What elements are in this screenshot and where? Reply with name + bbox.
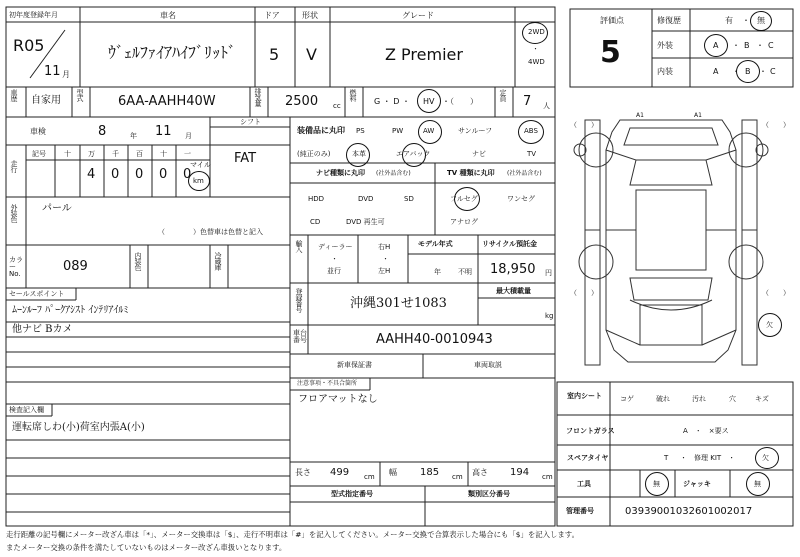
equip-abs: ABS	[524, 127, 538, 135]
registration-value: 沖縄301せ1083	[350, 296, 447, 311]
interior-a: A	[713, 67, 719, 76]
jack-circle	[746, 472, 770, 496]
navi-hdd: HDD	[308, 195, 325, 203]
diagram-bracket: （ ）	[570, 289, 598, 297]
car-diagram	[574, 120, 768, 365]
fuel-other: ・（ ）	[442, 97, 478, 106]
glass-label: フロントガラス	[566, 427, 615, 435]
equip-aw: AW	[423, 127, 435, 135]
interior-b: B	[745, 67, 751, 76]
mileage-mile: マイル	[190, 161, 211, 169]
interior-b-circle	[736, 60, 760, 83]
fuel-options: G ・ D ・	[374, 97, 410, 106]
length-label: 長さ	[295, 468, 311, 477]
width-value: 185	[420, 467, 440, 478]
exterior-a-circle	[704, 34, 728, 57]
first-reg-month-unit: 月	[62, 70, 70, 79]
equip-leather: 本革	[352, 150, 366, 158]
score-value: 5	[600, 35, 621, 70]
color-label: 外装色	[10, 204, 18, 222]
model-year-unknown: 不明	[458, 268, 472, 276]
color-note: （ ）色替車は色替と記入	[158, 228, 263, 236]
interior-color-label: 内装色	[134, 252, 142, 270]
repair-no: 無	[757, 16, 765, 25]
chassis-value: AAHH40-0010943	[376, 332, 493, 347]
mileage-digit: 4	[87, 167, 96, 182]
import-parallel: 並行	[327, 267, 341, 275]
max-load-label: 最大積載量	[496, 287, 531, 295]
interior-c: C	[770, 67, 776, 76]
capacity-value: 7	[523, 94, 532, 109]
color-code: 089	[63, 259, 88, 274]
height-label: 高さ	[472, 468, 488, 477]
diagram-missing-circle	[758, 313, 782, 337]
mileage-header-sen: 千	[112, 150, 119, 158]
mileage-header-symbol: 記号	[32, 150, 46, 158]
navi-dvd: DVD	[358, 195, 374, 203]
seat-label: 室内シート	[567, 392, 602, 400]
recycle-label: リサイクル預託金	[482, 240, 538, 248]
mileage-header-man: 万	[88, 150, 95, 158]
footer-line2: またメーター交換の条件を満たしていないものはメーター改ざん車扱いとなります。	[6, 543, 287, 552]
length-unit: cm	[364, 473, 375, 481]
import-dealer: ディーラー	[318, 243, 353, 251]
fuel-label: 燃料	[349, 89, 357, 101]
seat-scratch: キズ	[755, 395, 769, 403]
equip-abs-circle	[518, 120, 544, 144]
navi-dvd-play: DVD 再生可	[346, 218, 385, 226]
mileage-km-circle	[188, 171, 210, 191]
fuel-hv-circle	[417, 89, 441, 113]
mileage-km: km	[193, 177, 204, 185]
inspector-note: 運転席しわ(小)荷室内張A(小)	[12, 422, 145, 433]
first-reg-year: R05	[13, 36, 45, 55]
car-name: ｳﾞｪﾙﾌｧｲｱﾊｲﾌﾞﾘｯﾄﾞ	[108, 43, 237, 62]
diagram-a1-left: A1	[636, 112, 644, 119]
car-name-label: 車名	[160, 11, 176, 20]
equipment-sublabel: (純正のみ)	[297, 150, 331, 158]
first-reg-label: 初年度登録年月	[9, 11, 58, 19]
new-warranty: 新車保証書	[337, 361, 372, 369]
capacity-label: 定員	[499, 89, 507, 101]
height-unit: cm	[542, 473, 553, 481]
usage-value: 自家用	[31, 95, 61, 106]
equip-aw-circle	[418, 120, 442, 144]
model-label: 型式	[76, 89, 84, 101]
navi-title: ナビ種類に丸印	[316, 169, 365, 177]
inspect-month-unit: 月	[185, 132, 192, 140]
repair-no-circle	[750, 11, 772, 31]
tools-circle	[645, 472, 669, 496]
glass-options: A ・ ×要ス	[683, 427, 729, 435]
diagram-bracket: （ ）	[762, 289, 790, 297]
diagram-a1-right: A1	[694, 112, 702, 119]
spare-none-circle	[755, 447, 779, 469]
mgmt-label: 管理番号	[566, 507, 594, 515]
notes-label: 注意事項・不具合箇所	[297, 380, 358, 387]
equipment-label: 装備品に丸印	[297, 126, 345, 135]
equip-leather-circle	[346, 143, 370, 167]
sales-point-line1: ﾑｰﾝﾙｰﾌ ﾊﾟｰｸｱｼｽﾄ ｲﾝﾃﾘｱｲﾙﾐ	[12, 305, 129, 316]
import-dot-2: ・	[382, 255, 389, 263]
recycle-unit: 円	[545, 269, 552, 277]
spare-t: T	[664, 454, 669, 462]
tv-analog: アナログ	[450, 218, 478, 226]
mileage-label: 走行	[10, 160, 18, 172]
exterior-label: 外装	[657, 41, 673, 50]
drive-2wd-circle	[522, 22, 548, 44]
exterior-c: C	[768, 41, 774, 50]
inspect-year: 8	[98, 124, 107, 139]
fuel-hv: HV	[423, 97, 435, 106]
fridge-label: 冷蔵庫	[214, 252, 222, 270]
mileage-header-10k: 十	[64, 150, 71, 158]
equip-airbag: エアバック	[396, 150, 431, 158]
seat-hole: 穴	[729, 395, 736, 403]
equip-airbag-circle	[402, 143, 426, 167]
tv-title: TV 種類に丸印	[447, 169, 495, 177]
equip-tv: TV	[527, 150, 537, 158]
notes-value: フロアマットなし	[298, 394, 378, 405]
sales-point-label: セールスポイント	[9, 290, 65, 298]
width-label: 幅	[389, 468, 397, 477]
exterior-b: B	[744, 41, 750, 50]
mileage-digit: 0	[111, 167, 120, 182]
inspect-label: 車検	[30, 127, 46, 136]
tools-label: 工具	[577, 480, 591, 488]
spare-label: スペアタイヤ	[567, 454, 609, 462]
shift-label: シフト	[240, 118, 261, 126]
classification-label: 類別区分番号	[468, 490, 510, 498]
model-code: 6AA-AAHH40W	[118, 94, 216, 109]
width-unit: cm	[452, 473, 463, 481]
tools-value: 無	[653, 480, 660, 488]
vehicle-manual: 車両取説	[474, 361, 502, 369]
max-load-unit: kg	[545, 312, 554, 320]
interior-dot: ・	[732, 67, 740, 76]
registration-label: 登録番号	[295, 288, 303, 312]
length-value: 499	[330, 467, 350, 478]
mileage-digit: 0	[159, 167, 168, 182]
displacement-value: 2500	[285, 94, 319, 109]
mileage-digit: 0	[135, 167, 144, 182]
footer-line1: 走行距離の記号欄にメーター改ざん車は「*」、メーター交換車は「$」、走行不明車は「#」を記入してください。メーター交換で合算表示した場合にも「$」を記入します。	[6, 530, 579, 539]
seat-burn: コゲ	[620, 395, 634, 403]
import-dot: ・	[331, 255, 338, 263]
chassis-label: 車台番号	[293, 329, 307, 344]
score-label: 評価点	[600, 16, 624, 25]
spare-none: 欠	[762, 454, 769, 462]
tv-fullseg-circle	[454, 187, 480, 211]
equip-ps: PS	[356, 127, 365, 135]
mileage-digit: 0	[183, 167, 192, 182]
sales-point-line2: 他ナビ Bカメ	[12, 324, 73, 335]
model-year-label: モデル年式	[418, 240, 453, 248]
drive-4wd: 4WD	[528, 58, 545, 66]
grade: Z Premier	[385, 45, 463, 64]
tv-fullseg: フルセグ	[450, 195, 478, 203]
repair-dot: ・	[742, 16, 750, 25]
diagram-bracket: （ ）	[762, 121, 790, 129]
inspect-year-unit: 年	[130, 132, 137, 140]
equip-sunroof: サンルーフ	[458, 127, 493, 135]
drive-2wd: 2WD	[528, 28, 545, 36]
inspect-month: 11	[155, 124, 172, 139]
jack-label: ジャッキ	[683, 480, 711, 488]
first-reg-month: 11	[44, 64, 61, 79]
diagram-bracket: （ ）	[570, 121, 598, 129]
repair-yes: 有	[725, 16, 733, 25]
equip-navi: ナビ	[472, 150, 486, 158]
interior-dot-2: ・	[759, 67, 767, 76]
drive-dot: ・	[532, 45, 539, 53]
exterior-dot: ・	[732, 41, 740, 50]
capacity-unit: 人	[543, 102, 550, 110]
color-value: パール	[42, 203, 72, 214]
diagram-missing: 欠	[766, 321, 773, 329]
import-label: 輸入	[295, 240, 303, 252]
color-code-label: カラーNo.	[9, 256, 23, 278]
door-count: 5	[269, 45, 280, 64]
navi-sd: SD	[404, 195, 414, 203]
import-right: 右H	[378, 243, 391, 251]
mileage-header-juu: 十	[160, 150, 167, 158]
navi-cd: CD	[310, 218, 321, 226]
seat-tear: 破れ	[656, 395, 670, 403]
cc-unit: cc	[333, 102, 341, 110]
tv-oneseg: ワンセグ	[507, 195, 535, 203]
interior-label: 内装	[657, 67, 673, 76]
exterior-dot-2: ・	[756, 41, 764, 50]
seat-dirt: 汚れ	[692, 395, 706, 403]
mileage-header-ichi: 一	[184, 150, 191, 158]
recycle-value: 18,950	[490, 262, 536, 277]
grade-label: グレード	[402, 11, 434, 20]
inspector-label: 検査記入欄	[9, 406, 44, 414]
displacement-label: 排気量	[254, 88, 262, 106]
mileage-header-hyaku: 百	[136, 150, 143, 158]
type-designation-label: 型式指定番号	[331, 490, 373, 498]
height-value: 194	[510, 467, 530, 478]
usage-label: 車歴	[10, 89, 18, 101]
jack-value: 無	[754, 480, 761, 488]
mgmt-number: 039390010326010020​17	[625, 506, 753, 517]
shape-label: 形状	[302, 11, 318, 20]
spare-kit: ・ 修理 KIT ・	[680, 454, 736, 462]
tv-note: (社外品含む)	[507, 170, 542, 177]
door-label: ドア	[264, 11, 280, 20]
repair-label: 修復歴	[657, 16, 681, 25]
model-year-year: 年	[434, 268, 441, 276]
body-shape: V	[306, 45, 317, 64]
shift-value: FAT	[234, 151, 257, 166]
exterior-a: A	[713, 41, 719, 50]
equip-pw: PW	[392, 127, 404, 135]
import-left: 左H	[378, 267, 391, 275]
navi-note: (社外品含む)	[376, 170, 411, 177]
